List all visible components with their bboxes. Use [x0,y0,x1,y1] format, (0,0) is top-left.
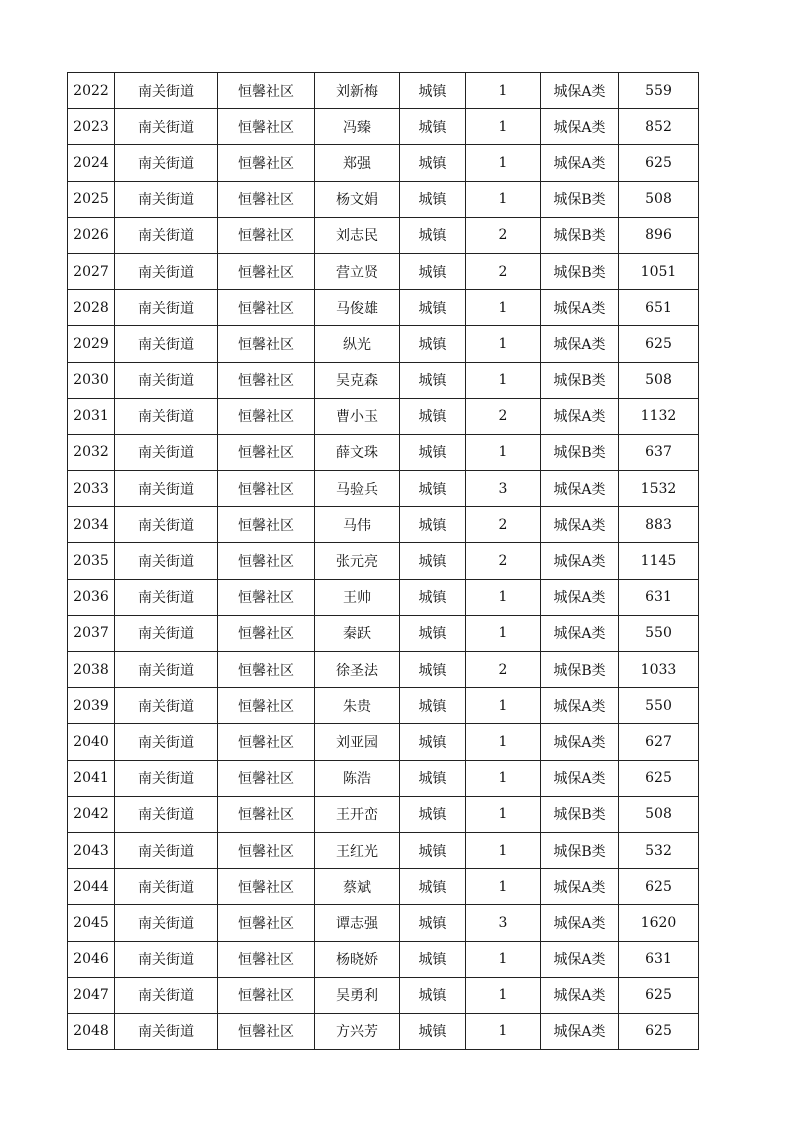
cell-subdistrict: 南关街道 [115,145,218,181]
cell-community: 恒馨社区 [218,724,315,760]
cell-person-name: 刘新梅 [315,73,400,109]
cell-amount: 852 [619,109,699,145]
cell-amount: 625 [619,145,699,181]
cell-amount: 625 [619,760,699,796]
table-row [68,109,699,145]
cell-area-type: 城镇 [400,434,466,470]
cell-subdistrict: 南关街道 [115,905,218,941]
cell-community: 恒馨社区 [218,832,315,868]
cell-category: 城保A类 [541,471,619,507]
cell-area-type: 城镇 [400,615,466,651]
cell-record-number: 2045 [68,905,115,941]
cell-community: 恒馨社区 [218,362,315,398]
table-row [68,471,699,507]
cell-household-size: 1 [466,832,541,868]
cell-household-size: 2 [466,217,541,253]
cell-subdistrict: 南关街道 [115,832,218,868]
cell-community: 恒馨社区 [218,253,315,289]
cell-record-number: 2029 [68,326,115,362]
table-row [68,326,699,362]
cell-category: 城保B类 [541,796,619,832]
cell-subdistrict: 南关街道 [115,796,218,832]
cell-record-number: 2024 [68,145,115,181]
cell-community: 恒馨社区 [218,977,315,1013]
cell-amount: 637 [619,434,699,470]
cell-community: 恒馨社区 [218,398,315,434]
cell-area-type: 城镇 [400,181,466,217]
cell-subdistrict: 南关街道 [115,290,218,326]
cell-category: 城保B类 [541,217,619,253]
cell-amount: 1033 [619,652,699,688]
cell-record-number: 2026 [68,217,115,253]
cell-subdistrict: 南关街道 [115,362,218,398]
table-row [68,145,699,181]
cell-record-number: 2042 [68,796,115,832]
cell-person-name: 吴克森 [315,362,400,398]
cell-category: 城保B类 [541,181,619,217]
cell-community: 恒馨社区 [218,941,315,977]
cell-person-name: 马俊雄 [315,290,400,326]
cell-category: 城保A类 [541,615,619,651]
cell-household-size: 1 [466,109,541,145]
table-row [68,543,699,579]
cell-community: 恒馨社区 [218,109,315,145]
cell-area-type: 城镇 [400,941,466,977]
table-row [68,796,699,832]
cell-household-size: 1 [466,434,541,470]
cell-category: 城保A类 [541,724,619,760]
cell-household-size: 1 [466,579,541,615]
cell-area-type: 城镇 [400,217,466,253]
cell-subdistrict: 南关街道 [115,688,218,724]
table-row [68,290,699,326]
cell-community: 恒馨社区 [218,688,315,724]
cell-record-number: 2028 [68,290,115,326]
cell-person-name: 郑强 [315,145,400,181]
cell-person-name: 曹小玉 [315,398,400,434]
table-row [68,181,699,217]
cell-person-name: 张元亮 [315,543,400,579]
cell-category: 城保B类 [541,434,619,470]
cell-household-size: 1 [466,181,541,217]
cell-subdistrict: 南关街道 [115,941,218,977]
cell-category: 城保A类 [541,290,619,326]
cell-category: 城保A类 [541,145,619,181]
cell-amount: 550 [619,688,699,724]
cell-person-name: 马验兵 [315,471,400,507]
cell-subdistrict: 南关街道 [115,543,218,579]
cell-subdistrict: 南关街道 [115,326,218,362]
cell-area-type: 城镇 [400,1013,466,1049]
cell-community: 恒馨社区 [218,1013,315,1049]
cell-community: 恒馨社区 [218,796,315,832]
cell-amount: 1145 [619,543,699,579]
cell-community: 恒馨社区 [218,73,315,109]
cell-community: 恒馨社区 [218,760,315,796]
table-row [68,869,699,905]
cell-area-type: 城镇 [400,796,466,832]
cell-community: 恒馨社区 [218,615,315,651]
cell-record-number: 2022 [68,73,115,109]
cell-area-type: 城镇 [400,326,466,362]
cell-area-type: 城镇 [400,688,466,724]
cell-community: 恒馨社区 [218,869,315,905]
cell-amount: 1620 [619,905,699,941]
cell-community: 恒馨社区 [218,434,315,470]
cell-amount: 508 [619,181,699,217]
table-row [68,398,699,434]
cell-category: 城保A类 [541,1013,619,1049]
cell-area-type: 城镇 [400,977,466,1013]
cell-household-size: 1 [466,326,541,362]
cell-subdistrict: 南关街道 [115,253,218,289]
cell-record-number: 2040 [68,724,115,760]
cell-household-size: 3 [466,905,541,941]
cell-category: 城保A类 [541,109,619,145]
cell-household-size: 1 [466,615,541,651]
cell-amount: 550 [619,615,699,651]
cell-person-name: 王开峦 [315,796,400,832]
table-row [68,760,699,796]
table-row [68,217,699,253]
cell-person-name: 刘志民 [315,217,400,253]
cell-record-number: 2039 [68,688,115,724]
cell-area-type: 城镇 [400,905,466,941]
cell-person-name: 方兴芳 [315,1013,400,1049]
table-row [68,507,699,543]
cell-household-size: 3 [466,471,541,507]
cell-area-type: 城镇 [400,760,466,796]
cell-area-type: 城镇 [400,724,466,760]
cell-category: 城保A类 [541,73,619,109]
cell-household-size: 1 [466,760,541,796]
table-row [68,941,699,977]
cell-area-type: 城镇 [400,579,466,615]
cell-household-size: 2 [466,507,541,543]
cell-category: 城保B类 [541,652,619,688]
cell-community: 恒馨社区 [218,217,315,253]
cell-record-number: 2023 [68,109,115,145]
cell-household-size: 2 [466,652,541,688]
cell-community: 恒馨社区 [218,145,315,181]
cell-household-size: 2 [466,398,541,434]
cell-category: 城保A类 [541,905,619,941]
cell-subdistrict: 南关街道 [115,109,218,145]
cell-amount: 625 [619,869,699,905]
roster-table [67,72,699,1050]
cell-household-size: 2 [466,253,541,289]
cell-area-type: 城镇 [400,471,466,507]
cell-record-number: 2032 [68,434,115,470]
cell-amount: 532 [619,832,699,868]
cell-area-type: 城镇 [400,253,466,289]
cell-person-name: 王红光 [315,832,400,868]
cell-amount: 508 [619,362,699,398]
cell-household-size: 1 [466,73,541,109]
cell-record-number: 2030 [68,362,115,398]
cell-category: 城保A类 [541,977,619,1013]
table-row [68,253,699,289]
cell-category: 城保A类 [541,398,619,434]
cell-subdistrict: 南关街道 [115,579,218,615]
cell-record-number: 2047 [68,977,115,1013]
cell-amount: 1532 [619,471,699,507]
cell-amount: 883 [619,507,699,543]
cell-community: 恒馨社区 [218,181,315,217]
table-row [68,977,699,1013]
cell-amount: 625 [619,326,699,362]
cell-subdistrict: 南关街道 [115,181,218,217]
cell-community: 恒馨社区 [218,326,315,362]
cell-record-number: 2027 [68,253,115,289]
table-row [68,1013,699,1049]
cell-category: 城保A类 [541,326,619,362]
cell-community: 恒馨社区 [218,471,315,507]
cell-household-size: 1 [466,1013,541,1049]
table-row [68,362,699,398]
cell-subdistrict: 南关街道 [115,724,218,760]
cell-amount: 631 [619,941,699,977]
cell-person-name: 刘亚园 [315,724,400,760]
cell-person-name: 吴勇利 [315,977,400,1013]
table-row [68,615,699,651]
cell-area-type: 城镇 [400,398,466,434]
cell-record-number: 2046 [68,941,115,977]
cell-community: 恒馨社区 [218,543,315,579]
cell-person-name: 杨文娟 [315,181,400,217]
cell-community: 恒馨社区 [218,579,315,615]
table-row [68,73,699,109]
cell-household-size: 1 [466,724,541,760]
cell-amount: 1132 [619,398,699,434]
cell-record-number: 2031 [68,398,115,434]
cell-category: 城保B类 [541,362,619,398]
cell-area-type: 城镇 [400,73,466,109]
cell-household-size: 1 [466,796,541,832]
cell-person-name: 薛文珠 [315,434,400,470]
cell-record-number: 2043 [68,832,115,868]
cell-amount: 625 [619,977,699,1013]
cell-community: 恒馨社区 [218,905,315,941]
cell-subdistrict: 南关街道 [115,507,218,543]
cell-record-number: 2025 [68,181,115,217]
cell-category: 城保A类 [541,760,619,796]
cell-amount: 508 [619,796,699,832]
cell-subdistrict: 南关街道 [115,73,218,109]
cell-area-type: 城镇 [400,507,466,543]
cell-household-size: 1 [466,869,541,905]
cell-record-number: 2036 [68,579,115,615]
cell-person-name: 纵光 [315,326,400,362]
cell-amount: 627 [619,724,699,760]
cell-area-type: 城镇 [400,109,466,145]
cell-person-name: 秦跃 [315,615,400,651]
roster-body [68,73,699,1050]
cell-person-name: 冯臻 [315,109,400,145]
cell-person-name: 陈浩 [315,760,400,796]
cell-category: 城保B类 [541,832,619,868]
table-row [68,434,699,470]
cell-area-type: 城镇 [400,869,466,905]
cell-area-type: 城镇 [400,832,466,868]
cell-household-size: 1 [466,977,541,1013]
cell-category: 城保B类 [541,253,619,289]
cell-record-number: 2034 [68,507,115,543]
cell-amount: 631 [619,579,699,615]
table-row [68,905,699,941]
cell-subdistrict: 南关街道 [115,471,218,507]
cell-record-number: 2035 [68,543,115,579]
cell-subdistrict: 南关街道 [115,760,218,796]
cell-community: 恒馨社区 [218,290,315,326]
cell-record-number: 2048 [68,1013,115,1049]
cell-subdistrict: 南关街道 [115,869,218,905]
cell-community: 恒馨社区 [218,507,315,543]
cell-household-size: 1 [466,688,541,724]
cell-person-name: 蔡斌 [315,869,400,905]
table-row [68,688,699,724]
cell-record-number: 2037 [68,615,115,651]
table-row [68,724,699,760]
cell-amount: 1051 [619,253,699,289]
cell-area-type: 城镇 [400,652,466,688]
cell-subdistrict: 南关街道 [115,652,218,688]
cell-area-type: 城镇 [400,362,466,398]
cell-record-number: 2033 [68,471,115,507]
cell-amount: 559 [619,73,699,109]
cell-record-number: 2038 [68,652,115,688]
cell-subdistrict: 南关街道 [115,1013,218,1049]
table-row [68,652,699,688]
cell-area-type: 城镇 [400,543,466,579]
cell-area-type: 城镇 [400,145,466,181]
cell-subdistrict: 南关街道 [115,398,218,434]
cell-subdistrict: 南关街道 [115,615,218,651]
cell-person-name: 谭志强 [315,905,400,941]
cell-category: 城保A类 [541,688,619,724]
cell-area-type: 城镇 [400,290,466,326]
cell-amount: 651 [619,290,699,326]
cell-record-number: 2041 [68,760,115,796]
cell-household-size: 1 [466,145,541,181]
cell-record-number: 2044 [68,869,115,905]
cell-category: 城保A类 [541,869,619,905]
cell-category: 城保A类 [541,543,619,579]
cell-community: 恒馨社区 [218,652,315,688]
cell-person-name: 王帅 [315,579,400,615]
cell-person-name: 朱贵 [315,688,400,724]
cell-subdistrict: 南关街道 [115,434,218,470]
cell-category: 城保A类 [541,579,619,615]
cell-person-name: 徐圣法 [315,652,400,688]
cell-person-name: 杨晓娇 [315,941,400,977]
cell-household-size: 2 [466,543,541,579]
cell-amount: 625 [619,1013,699,1049]
cell-amount: 896 [619,217,699,253]
table-row [68,832,699,868]
table-row [68,579,699,615]
cell-category: 城保A类 [541,941,619,977]
cell-household-size: 1 [466,362,541,398]
cell-household-size: 1 [466,290,541,326]
cell-person-name: 马伟 [315,507,400,543]
cell-household-size: 1 [466,941,541,977]
cell-category: 城保A类 [541,507,619,543]
cell-subdistrict: 南关街道 [115,217,218,253]
cell-subdistrict: 南关街道 [115,977,218,1013]
cell-person-name: 营立贤 [315,253,400,289]
